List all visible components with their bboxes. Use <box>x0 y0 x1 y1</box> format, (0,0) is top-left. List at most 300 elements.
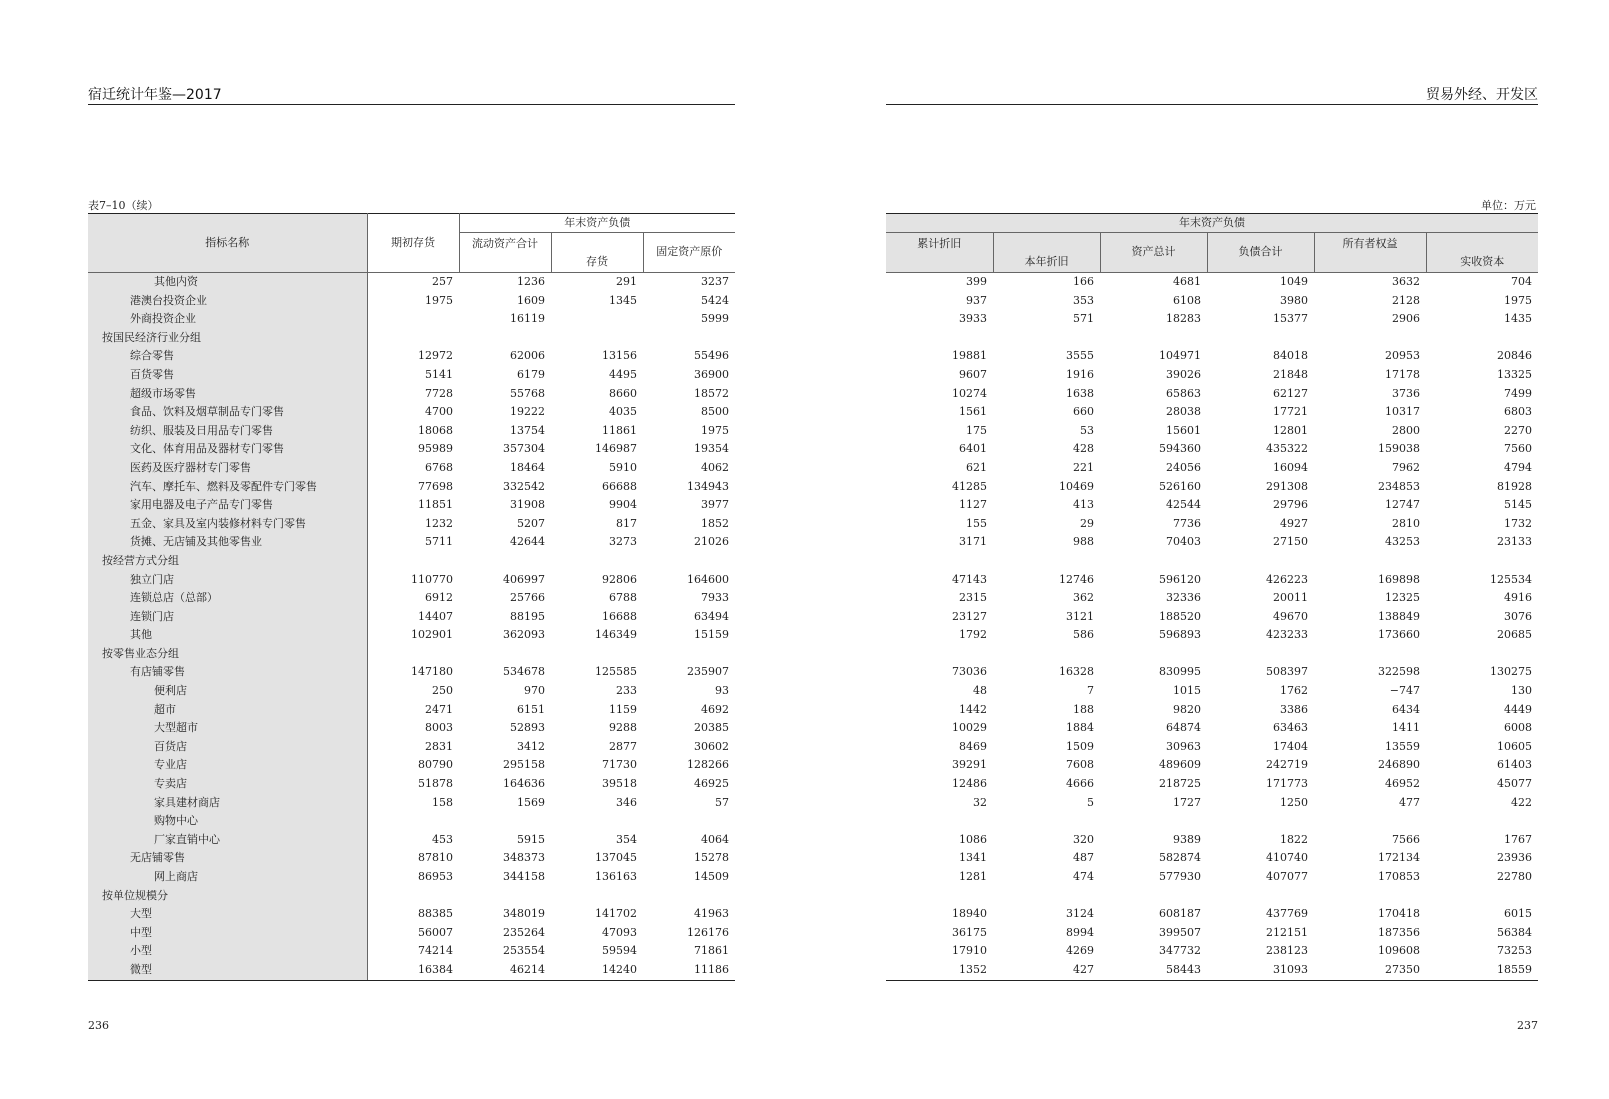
cell-value: 2270 <box>1504 423 1532 437</box>
cell-value: 234853 <box>1378 479 1420 493</box>
table-row <box>88 478 735 497</box>
cell-value: 8469 <box>959 739 987 753</box>
cell-value: 10469 <box>1059 479 1094 493</box>
table-row <box>886 589 1538 608</box>
cell-value: 65863 <box>1166 386 1201 400</box>
row-name: 中型 <box>88 924 367 943</box>
row-name: 医药及医疗器材专门零售 <box>88 459 367 478</box>
table-row <box>886 738 1538 757</box>
cell-value: 36175 <box>952 925 987 939</box>
table-row <box>886 366 1538 385</box>
cell-value: 22780 <box>1497 870 1532 883</box>
cell-value: 164636 <box>503 777 545 791</box>
cell-value: 12325 <box>1385 591 1420 605</box>
row-name: 厂家直销中心 <box>88 831 367 850</box>
cell-value: 1975 <box>1504 293 1532 307</box>
col-header-current-assets: 流动资产合计 <box>459 233 551 273</box>
cell-value: 87810 <box>418 851 453 865</box>
cell-value <box>367 329 459 348</box>
table-row <box>88 663 735 682</box>
cell-value: 23127 <box>952 609 987 623</box>
cell-value: 56007 <box>418 925 453 939</box>
cell-value: 164600 <box>687 572 730 586</box>
cell-value: 130275 <box>1490 665 1532 679</box>
cell-value <box>551 645 643 664</box>
cell-value: 453 <box>432 832 453 846</box>
cell-value: 1236 <box>517 275 545 288</box>
row-name: 连锁总店（总部） <box>88 589 367 608</box>
cell-value: 4495 <box>609 367 637 381</box>
cell-value: 18464 <box>510 460 545 474</box>
col-header-owners-equity: 所有者权益 <box>1314 233 1426 273</box>
cell-value: 7566 <box>1392 832 1420 846</box>
cell-value: 3121 <box>1066 609 1094 623</box>
cell-value: 16384 <box>367 961 459 980</box>
cell-value: 171773 <box>1266 777 1308 791</box>
cell-value: 221 <box>1073 460 1094 474</box>
col-header-name: 指标名称 <box>88 214 367 273</box>
cell-value: 47093 <box>602 925 637 939</box>
table-row <box>886 310 1538 329</box>
col-header-paid-in-capital: 实收资本 <box>1426 233 1538 273</box>
table-row <box>886 719 1538 738</box>
cell-value: 187356 <box>1378 925 1420 939</box>
cell-value: 970 <box>524 684 545 698</box>
cell-value: 3273 <box>609 535 637 549</box>
cell-value: 6803 <box>1504 405 1532 419</box>
cell-value: 15278 <box>694 851 730 865</box>
row-name: 家用电器及电子产品专门零售 <box>88 496 367 515</box>
table-row <box>886 385 1538 404</box>
cell-value: 1975 <box>425 293 453 307</box>
cell-value: 1352 <box>886 961 993 980</box>
cell-value: 41963 <box>694 907 730 921</box>
table-row <box>88 496 735 515</box>
cell-value: 71861 <box>694 944 730 958</box>
cell-value: 134943 <box>687 479 730 493</box>
table-row <box>886 608 1538 627</box>
cell-value: 235264 <box>503 925 545 939</box>
cell-value: 109608 <box>1378 944 1420 958</box>
row-name: 综合零售 <box>88 347 367 366</box>
cell-value: 42544 <box>1166 498 1201 512</box>
cell-value <box>459 552 551 571</box>
cell-value: 353 <box>1073 293 1094 307</box>
cell-value: 6401 <box>959 442 987 456</box>
cell-value <box>367 887 459 906</box>
cell-value: 6912 <box>425 591 453 605</box>
cell-value: 46214 <box>459 961 551 980</box>
row-name: 超市 <box>88 701 367 720</box>
cell-value: 15601 <box>1166 423 1201 437</box>
cell-value: 59594 <box>602 944 637 958</box>
cell-value <box>886 645 993 664</box>
cell-value: 24056 <box>1166 460 1201 474</box>
page-number-left: 236 <box>88 1019 109 1032</box>
cell-value <box>643 645 735 664</box>
cell-value: 13754 <box>510 423 545 437</box>
cell-value: 253554 <box>503 944 545 958</box>
cell-value <box>1426 329 1538 348</box>
cell-value <box>1100 887 1207 906</box>
cell-value: 32 <box>973 795 987 809</box>
header-rule-right <box>886 104 1538 105</box>
cell-value: 348373 <box>503 851 545 865</box>
cell-value: 146349 <box>595 628 637 642</box>
cell-value: 27150 <box>1273 535 1308 549</box>
cell-value: 212151 <box>1266 925 1308 939</box>
cell-value: 1884 <box>1066 721 1094 735</box>
cell-value: 344158 <box>503 870 545 883</box>
cell-value: 257 <box>432 275 453 288</box>
cell-value: 147180 <box>411 665 453 679</box>
table-row <box>88 682 735 701</box>
cell-value: 9904 <box>609 498 637 512</box>
cell-value: 104971 <box>1159 349 1201 363</box>
left-data-table <box>88 213 735 981</box>
cell-value: 19354 <box>694 442 730 456</box>
cell-value: 7933 <box>701 591 730 605</box>
table-row <box>88 961 735 980</box>
table-row <box>886 533 1538 552</box>
table-row <box>886 812 1538 831</box>
cell-value: 130 <box>1511 684 1532 698</box>
cell-value <box>1314 812 1426 831</box>
cell-value: 1442 <box>959 702 987 716</box>
cell-value <box>367 310 459 329</box>
cell-value: 413 <box>1073 498 1094 512</box>
table-row <box>88 273 735 292</box>
cell-value: 5207 <box>517 516 545 530</box>
cell-value: 55768 <box>510 386 545 400</box>
row-name: 外商投资企业 <box>88 310 367 329</box>
cell-value: 77698 <box>418 479 453 493</box>
cell-value <box>993 812 1100 831</box>
cell-value: 46925 <box>694 777 730 791</box>
cell-value: 21848 <box>1273 367 1308 381</box>
cell-value: 9389 <box>1173 832 1201 846</box>
col-header-fixed-assets: 固定资产原价 <box>643 233 735 273</box>
table-row <box>88 589 735 608</box>
row-name: 网上商店 <box>88 868 367 887</box>
cell-value: 1638 <box>1066 386 1094 400</box>
cell-value: 332542 <box>503 479 545 493</box>
cell-value: 4700 <box>425 405 453 419</box>
cell-value: 596120 <box>1159 572 1201 586</box>
cell-value: 1127 <box>959 498 987 512</box>
cell-value: 73036 <box>952 665 987 679</box>
running-header-left: 宿迁统计年鉴—2017 <box>88 87 222 103</box>
cell-value: 52893 <box>510 721 545 735</box>
cell-value: 18572 <box>694 386 730 400</box>
row-name: 专业店 <box>88 756 367 775</box>
cell-value: 250 <box>432 684 453 698</box>
table-row <box>88 645 735 664</box>
cell-value: 14240 <box>551 961 643 980</box>
cell-value: 92806 <box>602 572 637 586</box>
cell-value: 1767 <box>1504 832 1532 846</box>
cell-value: 4062 <box>701 460 730 474</box>
cell-value: 1569 <box>517 795 545 809</box>
cell-value: 6179 <box>517 367 545 381</box>
cell-value: 1975 <box>701 423 730 437</box>
cell-value: 3076 <box>1504 609 1532 623</box>
cell-value: 6768 <box>425 460 453 474</box>
cell-value: 399507 <box>1159 925 1201 939</box>
table-row <box>88 849 735 868</box>
cell-value: 13156 <box>602 349 637 363</box>
cell-value <box>1426 812 1538 831</box>
table-row <box>88 422 735 441</box>
cell-value: 1015 <box>1173 684 1201 698</box>
table-row <box>886 905 1538 924</box>
cell-value <box>1426 645 1538 664</box>
table-row <box>88 942 735 961</box>
cell-value: 62006 <box>510 349 545 363</box>
row-name: 连锁门店 <box>88 608 367 627</box>
cell-value: 43253 <box>1385 535 1420 549</box>
cell-value: 4064 <box>701 832 730 846</box>
cell-value: 1281 <box>959 870 987 883</box>
cell-value: 16119 <box>510 312 545 326</box>
cell-value: 58443 <box>1100 961 1207 980</box>
row-name: 有店铺零售 <box>88 663 367 682</box>
row-name: 专卖店 <box>88 775 367 794</box>
cell-value <box>551 552 643 571</box>
cell-value: 660 <box>1073 405 1094 419</box>
cell-value: 7608 <box>1066 758 1094 772</box>
cell-value: 4035 <box>609 405 637 419</box>
cell-value <box>367 552 459 571</box>
cell-value: 8003 <box>425 721 453 735</box>
cell-value: 5711 <box>425 535 453 549</box>
page-number-right: 237 <box>1517 1019 1538 1032</box>
cell-value: 3933 <box>959 312 987 326</box>
cell-value: 291308 <box>1266 479 1308 493</box>
cell-value: 86953 <box>418 870 453 883</box>
cell-value <box>886 812 993 831</box>
cell-value: 295158 <box>503 758 545 772</box>
cell-value: 20685 <box>1497 628 1532 642</box>
cell-value: 2315 <box>959 591 987 605</box>
cell-value <box>1207 645 1314 664</box>
cell-value: 175 <box>966 423 987 437</box>
cell-value: 346 <box>616 795 637 809</box>
table-row <box>88 756 735 775</box>
cell-value: 70403 <box>1166 535 1201 549</box>
cell-value <box>1314 329 1426 348</box>
cell-value: 437769 <box>1266 907 1308 921</box>
cell-value: 7736 <box>1173 516 1201 530</box>
cell-value <box>1426 887 1538 906</box>
table-row <box>886 868 1538 887</box>
cell-value: 10029 <box>952 721 987 735</box>
cell-value: 136163 <box>595 870 637 883</box>
cell-value: 16328 <box>1059 665 1094 679</box>
cell-value: 30602 <box>694 739 730 753</box>
cell-value: 16094 <box>1273 460 1308 474</box>
cell-value: 426223 <box>1266 572 1308 586</box>
row-name: 大型 <box>88 905 367 924</box>
cell-value: 11186 <box>643 961 735 980</box>
running-header-right: 贸易外经、开发区 <box>1426 87 1538 103</box>
table-label: 表7–10（续） <box>88 199 159 212</box>
cell-value: 128266 <box>687 758 730 772</box>
cell-value: 125534 <box>1490 572 1532 586</box>
cell-value: 218725 <box>1159 777 1201 791</box>
cell-value: 10317 <box>1385 405 1420 419</box>
table-row <box>886 924 1538 943</box>
cell-value: 46952 <box>1385 777 1420 791</box>
cell-value: 2906 <box>1392 312 1420 326</box>
cell-value: 406997 <box>503 572 545 586</box>
cell-value: 596893 <box>1159 628 1201 642</box>
cell-value: 5424 <box>701 293 730 307</box>
row-name: 无店铺零售 <box>88 849 367 868</box>
cell-value: 246890 <box>1378 758 1420 772</box>
cell-value: 4269 <box>1066 944 1094 958</box>
row-name: 按零售业态分组 <box>88 645 367 664</box>
table-row <box>88 924 735 943</box>
cell-value: 474 <box>1073 870 1094 883</box>
table-row <box>886 292 1538 311</box>
row-name: 货摊、无店铺及其他零售业 <box>88 533 367 552</box>
table-row <box>886 515 1538 534</box>
cell-value: 23936 <box>1497 851 1532 865</box>
row-name: 购物中心 <box>88 812 367 831</box>
table-row <box>886 794 1538 813</box>
cell-value: 110770 <box>411 572 453 586</box>
cell-value: 4794 <box>1504 460 1532 474</box>
cell-value: 18068 <box>418 423 453 437</box>
cell-value: 25766 <box>510 591 545 605</box>
row-name: 港澳台投资企业 <box>88 292 367 311</box>
table-row <box>886 422 1538 441</box>
cell-value: 155 <box>966 516 987 530</box>
row-name: 汽车、摩托车、燃料及零配件专门零售 <box>88 478 367 497</box>
cell-value: 17178 <box>1385 367 1420 381</box>
cell-value: 39291 <box>952 758 987 772</box>
row-name: 小型 <box>88 942 367 961</box>
row-name: 五金、家具及室内装修材料专门零售 <box>88 515 367 534</box>
cell-value <box>1314 552 1426 571</box>
cell-value: 146987 <box>595 442 637 456</box>
cell-value: 12972 <box>418 349 453 363</box>
col-header-total-assets: 资产总计 <box>1100 233 1207 273</box>
cell-value: 1250 <box>1280 795 1308 809</box>
table-row <box>88 403 735 422</box>
cell-value: 4916 <box>1504 591 1532 605</box>
cell-value: 354 <box>616 832 637 846</box>
cell-value: 9288 <box>609 721 637 735</box>
cell-value: 31908 <box>510 498 545 512</box>
cell-value: 1341 <box>959 851 987 865</box>
cell-value <box>993 552 1100 571</box>
cell-value: 6108 <box>1173 293 1201 307</box>
cell-value: 11861 <box>602 423 637 437</box>
cell-value: 64874 <box>1166 721 1201 735</box>
cell-value: 32336 <box>1166 591 1201 605</box>
cell-value: 621 <box>966 460 987 474</box>
table-row <box>886 756 1538 775</box>
table-row <box>886 459 1538 478</box>
cell-value: 1916 <box>1066 367 1094 381</box>
cell-value: 84018 <box>1273 349 1308 363</box>
cell-value: 12746 <box>1059 572 1094 586</box>
cell-value <box>643 812 735 831</box>
cell-value: 71730 <box>602 758 637 772</box>
cell-value: 1345 <box>609 293 637 307</box>
table-row <box>88 571 735 590</box>
table-row <box>88 719 735 738</box>
row-name: 独立门店 <box>88 571 367 590</box>
cell-value: 5 <box>1087 795 1094 809</box>
cell-value: 238123 <box>1266 944 1308 958</box>
cell-value: 817 <box>616 516 637 530</box>
cell-value <box>1100 645 1207 664</box>
cell-value: 20385 <box>694 721 730 735</box>
cell-value: 5915 <box>517 832 545 846</box>
cell-value: 10605 <box>1497 739 1532 753</box>
cell-value: 348019 <box>503 907 545 921</box>
cell-value: 7560 <box>1504 442 1532 456</box>
cell-value: 18283 <box>1166 312 1201 326</box>
cell-value: 435322 <box>1266 442 1308 456</box>
cell-value: 29 <box>1080 516 1094 530</box>
cell-value: 13325 <box>1497 367 1532 381</box>
cell-value <box>459 812 551 831</box>
cell-value: 1732 <box>1504 516 1532 530</box>
cell-value: 188520 <box>1159 609 1201 623</box>
cell-value: 1727 <box>1173 795 1201 809</box>
cell-value: 428 <box>1073 442 1094 456</box>
table-row <box>886 329 1538 348</box>
cell-value: 45077 <box>1497 777 1532 791</box>
table-row <box>88 459 735 478</box>
cell-value: 2810 <box>1392 516 1420 530</box>
cell-value: 61403 <box>1497 758 1532 772</box>
cell-value: 17910 <box>952 944 987 958</box>
table-row <box>88 515 735 534</box>
cell-value: 62127 <box>1273 386 1308 400</box>
cell-value: 20953 <box>1385 349 1420 363</box>
cell-value: 15159 <box>694 628 730 642</box>
cell-value <box>459 645 551 664</box>
cell-value: 12486 <box>952 777 987 791</box>
cell-value: 55496 <box>694 349 730 363</box>
row-name: 家具建材商店 <box>88 794 367 813</box>
cell-value: 47143 <box>952 572 987 586</box>
cell-value <box>643 887 735 906</box>
col-header-inventory: 存货 <box>551 233 643 273</box>
cell-value <box>1207 812 1314 831</box>
cell-value <box>1426 552 1538 571</box>
col-header-opening-inventory: 期初存货 <box>367 214 459 273</box>
cell-value: 4692 <box>701 702 730 716</box>
table-row <box>886 645 1538 664</box>
cell-value: −747 <box>1389 684 1420 698</box>
cell-value <box>993 645 1100 664</box>
cell-value: 1232 <box>425 516 453 530</box>
cell-value: 1852 <box>701 516 730 530</box>
cell-value: 5145 <box>1504 498 1532 512</box>
cell-value: 42644 <box>510 535 545 549</box>
cell-value: 362 <box>1073 591 1094 605</box>
cell-value <box>886 552 993 571</box>
cell-value: 21026 <box>694 535 730 549</box>
cell-value: 1509 <box>1066 739 1094 753</box>
table-row <box>88 552 735 571</box>
